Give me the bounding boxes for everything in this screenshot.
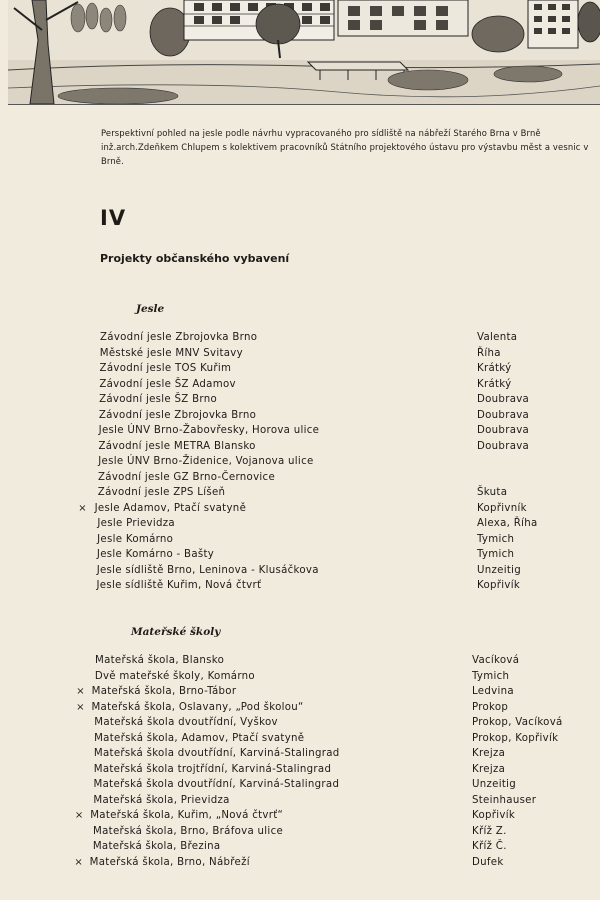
list-item — [0, 715, 600, 730]
project-name: Mateřská škola, Březina — [92, 841, 221, 852]
group-title: Jesle — [136, 303, 165, 315]
section-number: IV — [100, 206, 127, 230]
project-name: Jesle ÚNV Brno-Žabovřesky, Horova ulice — [98, 425, 320, 436]
project-name: Jesle sídliště Brno, Leninova - Klusáčkova — [96, 564, 319, 576]
project-author: Říha — [477, 347, 501, 359]
project-author: Alexa, Říha — [477, 518, 538, 529]
project-author: Prokop — [472, 701, 509, 713]
project-name: Mateřská škola trojtřídní, Karviná-Stalingrad — [93, 763, 332, 775]
project-author: Prokop, Kopřivík — [472, 732, 559, 744]
list-item — [0, 470, 600, 485]
list-item — [0, 578, 600, 593]
project-name: Závodní jesle ZPS Líšeň — [97, 487, 226, 498]
project-author: Dufek — [472, 856, 504, 868]
project-name: Mateřská škola, Oslavany, „Pod školou“ — [91, 701, 304, 713]
list-item — [0, 563, 600, 578]
project-name: Závodní jesle TOS Kuřim — [99, 363, 232, 374]
list-item — [0, 423, 600, 438]
cross-mark-icon: × — [76, 701, 85, 713]
list-item — [0, 501, 600, 516]
project-name: Mateřská škola, Kuřim, „Nová čtvrť“ — [90, 810, 284, 821]
project-name: Závodní jesle ŠZ Brno — [99, 394, 217, 405]
list-item — [0, 377, 600, 392]
project-author: Steinhauser — [472, 794, 537, 806]
project-author: Krátký — [477, 363, 512, 374]
project-author: Krejza — [472, 748, 506, 759]
list-item — [0, 855, 600, 870]
project-name: Mateřská škola, Brno, Bráfova ulice — [93, 825, 284, 837]
project-name: Jesle Komárno — [97, 533, 174, 545]
project-name: Mateřská škola, Prievidza — [93, 794, 230, 806]
project-author: Unzeitig — [472, 779, 517, 790]
project-name: Mateřská škola, Blansko — [95, 655, 225, 666]
cross-mark-icon: × — [78, 502, 87, 514]
project-name: Jesle Adamov, Ptačí svatyně — [94, 502, 247, 514]
project-author: Kopřivník — [477, 502, 527, 514]
list-item — [0, 731, 600, 746]
project-author: Doubrava — [477, 409, 530, 421]
project-author: Tymich — [472, 670, 510, 682]
project-name: Jesle sídliště Kuřim, Nová čtvrť — [96, 580, 262, 591]
project-author: Kříž Z. — [472, 825, 507, 837]
list-item — [0, 547, 600, 562]
project-author: Ledvina — [472, 686, 514, 697]
project-name: Mateřská škola dvoutřídní, Vyškov — [94, 717, 278, 728]
building-sketch — [8, 0, 600, 104]
list-item — [0, 392, 600, 407]
list-item — [0, 684, 600, 699]
cross-mark-icon: × — [74, 810, 84, 821]
list-item — [0, 330, 600, 345]
list-item — [0, 746, 600, 761]
list-item — [0, 824, 600, 839]
project-name: Závodní jesle ŠZ Adamov — [99, 378, 236, 390]
project-name: Mateřská škola dvoutřídní, Karviná-Stalingrad — [93, 748, 340, 759]
list-item — [0, 485, 600, 500]
project-name: Jesle ÚNV Brno-Židenice, Vojanova ulice — [98, 456, 314, 467]
project-author: Doubrava — [477, 440, 530, 452]
project-author: Kopřivík — [472, 810, 516, 821]
project-name: Městské jesle MNV Svitavy — [99, 347, 243, 359]
list-item — [0, 700, 600, 715]
project-name: Mateřská škola dvoutřídní, Karviná-Stalingrad — [93, 779, 340, 790]
project-author: Doubrava — [477, 425, 530, 436]
project-name: Závodní jesle GZ Brno-Černovice — [98, 471, 276, 483]
illustration-caption: Perspektivní pohled na jesle podle návrhu vypracovaného pro sídliště na nábřeží Starého Brna v Brně inž.arch.Zdeňkem Chlupem s kolektivem pracovníků Státního projektového ústavu pro výstavbu měst a vesnic v Brně. — [101, 128, 589, 166]
project-author: Valenta — [477, 332, 518, 343]
list-item — [0, 653, 600, 668]
list-item — [0, 777, 600, 792]
list-item — [0, 808, 600, 823]
project-name: Jesle Prievidza — [97, 518, 175, 529]
project-name: Jesle Komárno - Bašty — [96, 549, 215, 560]
project-author: Kříž Č. — [472, 841, 507, 852]
project-author: Unzeitig — [477, 564, 522, 576]
list-item — [0, 439, 600, 454]
list-item — [0, 454, 600, 469]
project-author: Vacíková — [472, 655, 520, 666]
project-name: Závodní jesle Zbrojovka Brno — [100, 332, 258, 343]
project-author: Prokop, Vacíková — [472, 717, 563, 728]
project-name: Mateřská škola, Brno-Tábor — [91, 686, 237, 697]
cross-mark-icon: × — [74, 856, 83, 868]
project-name: Dvě mateřské školy, Komárno — [94, 670, 255, 682]
group-title: Mateřské školy — [131, 626, 221, 638]
list-item — [0, 793, 600, 808]
list-item — [0, 346, 600, 361]
project-name: Závodní jesle Zbrojovka Brno — [98, 409, 257, 421]
project-name: Mateřská škola, Brno, Nábřeží — [89, 856, 250, 868]
project-name: Závodní jesle METRA Blansko — [98, 440, 256, 452]
project-author: Kopřivík — [477, 580, 521, 591]
project-author: Doubrava — [477, 394, 530, 405]
cross-mark-icon: × — [76, 686, 85, 697]
project-author: Krátký — [477, 378, 512, 390]
project-author: Škuta — [477, 487, 508, 498]
list-item — [0, 669, 600, 684]
list-item — [0, 762, 600, 777]
list-item — [0, 532, 600, 547]
section-title: Projekty občanského vybavení — [100, 252, 290, 265]
project-author: Krejza — [472, 763, 506, 775]
project-author: Tymich — [477, 549, 515, 560]
perspective-illustration — [8, 0, 600, 105]
project-name: Mateřská škola, Adamov, Ptačí svatyně — [94, 732, 305, 744]
list-item — [0, 361, 600, 376]
list-item — [0, 516, 600, 531]
project-author: Tymich — [477, 533, 515, 545]
list-item — [0, 839, 600, 854]
list-item — [0, 408, 600, 423]
